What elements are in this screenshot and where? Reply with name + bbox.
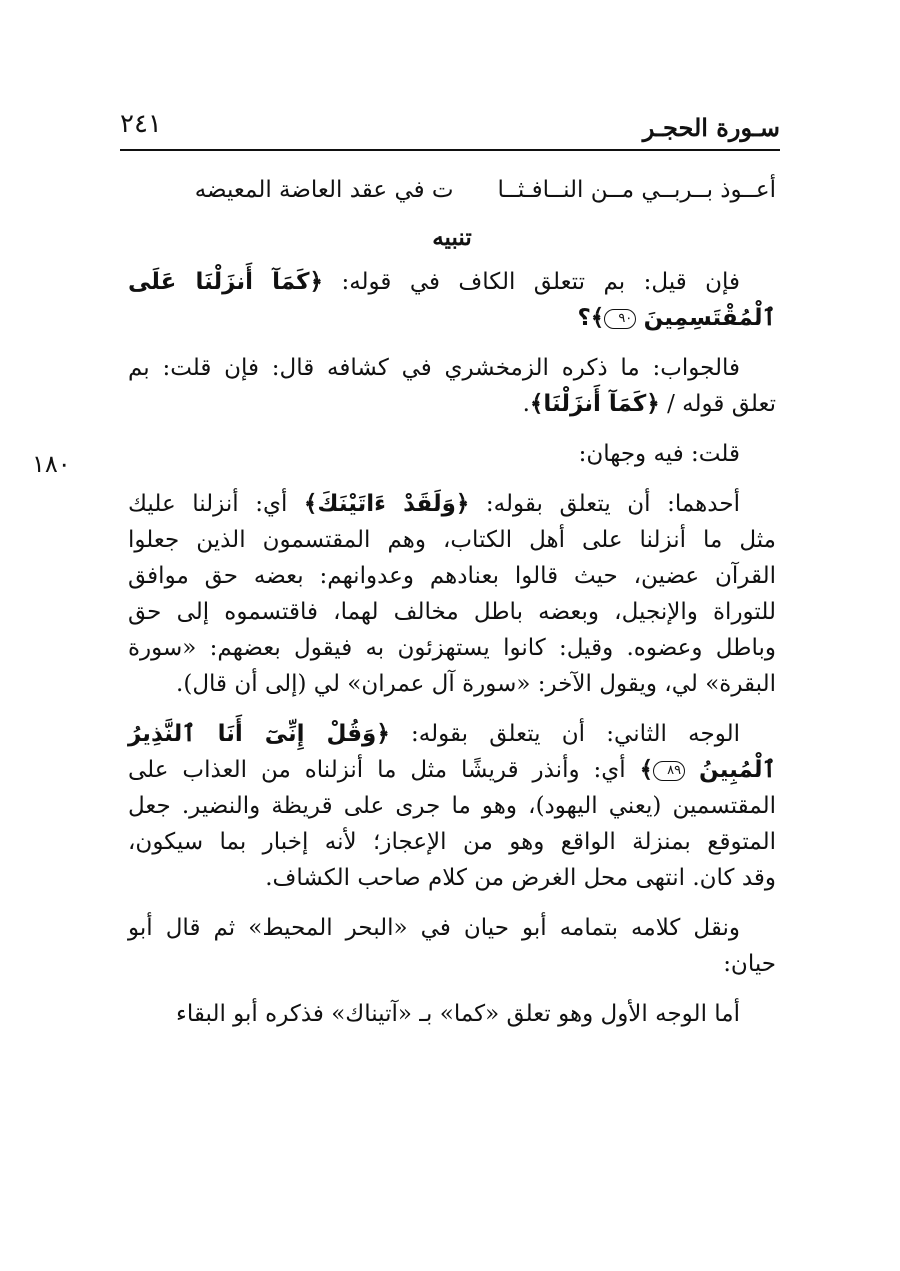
text-segment: وباطل وعضوه. وقيل: كانوا يستهزئون به فيقول بعضهم: «سورة bbox=[128, 635, 776, 661]
text-line bbox=[128, 824, 776, 860]
text-line bbox=[128, 946, 776, 982]
text-segment: للتوراة والإنجيل، وبعضه باطل مخالف لهما، فاقتسموه إلى حق bbox=[128, 599, 776, 625]
text-segment: تعلق قوله / bbox=[659, 391, 776, 417]
text-line bbox=[128, 716, 776, 752]
text-segment: أي: أنزلنا عليك bbox=[128, 491, 304, 517]
paragraph bbox=[128, 264, 776, 336]
quran-quote: ﴾؟ bbox=[577, 305, 605, 331]
text-segment: حيان: bbox=[723, 951, 776, 977]
text-line bbox=[128, 386, 776, 422]
header-rule bbox=[120, 149, 780, 151]
text-line bbox=[128, 486, 776, 522]
text-segment: البقرة» لي، ويقول الآخر: «سورة آل عمران» لي (إلى أن قال). bbox=[176, 671, 776, 697]
paragraph bbox=[128, 350, 776, 422]
text-segment: . bbox=[522, 391, 530, 417]
text-line bbox=[128, 910, 776, 946]
text-segment: فإن قيل: بم تتعلق الكاف في قوله: bbox=[323, 269, 740, 295]
text-segment: القرآن عضين، حيث قالوا بعنادهم وعدوانهم: بعضه حق موافق bbox=[128, 563, 776, 589]
text-segment: قلت: فيه وجهان: bbox=[578, 441, 740, 467]
text-line bbox=[128, 522, 776, 558]
text-segment: الوجه الثاني: أن يتعلق بقوله: bbox=[389, 721, 740, 747]
body-text bbox=[128, 170, 776, 1046]
text-line bbox=[128, 594, 776, 630]
text-line bbox=[128, 630, 776, 666]
poetry-verse: أعــوذ بــربــي مــن النــافـثــا ت في عقد العاضة المعيضه bbox=[194, 177, 776, 203]
text-segment: فالجواب: ما ذكره الزمخشري في كشافه قال: فإن قلت: بم bbox=[128, 355, 740, 381]
text-segment bbox=[685, 757, 699, 783]
text-segment: المتوقع بمنزلة الواقع وهو من الإعجاز؛ لأنه إخبار بما سيكون، bbox=[128, 829, 776, 855]
text-segment: المقتسمين (يعني اليهود)، وهو ما جرى على قريظة والنضير. جعل bbox=[128, 793, 776, 819]
text-segment: أي: وأنذر قريشًا مثل ما أنزلناه من العذاب على bbox=[128, 757, 640, 783]
paragraph bbox=[128, 910, 776, 982]
quran-quote: ﴿كَمَآ أَنزَلْنَا﴾ bbox=[529, 391, 660, 417]
text-segment bbox=[636, 305, 643, 331]
text-line bbox=[128, 264, 776, 300]
quran-quote: ﴿وَلَقَدْ ءَاتَيْنَكَ﴾ bbox=[303, 491, 470, 517]
text-segment: أحدهما: أن يتعلق بقوله: bbox=[469, 491, 740, 517]
page-number: ٢٤١ bbox=[120, 109, 162, 139]
margin-page-reference: ١٨٠ bbox=[32, 450, 71, 478]
text-segment: ونقل كلامه بتمامه أبو حيان في «البحر المحيط» ثم قال أبو bbox=[128, 915, 740, 941]
text-line bbox=[128, 666, 776, 702]
section-heading: تنبيه bbox=[432, 224, 472, 251]
quran-quote: ٱلْمُبِينُ bbox=[699, 757, 777, 783]
paragraph bbox=[128, 716, 776, 896]
text-segment: أما الوجه الأول وهو تعلق «كما» بـ «آتيناك» فذكره أبو البقاء bbox=[176, 1001, 740, 1027]
paragraph bbox=[128, 436, 776, 472]
text-line bbox=[128, 300, 776, 336]
paragraph bbox=[128, 486, 776, 702]
running-header bbox=[120, 105, 780, 149]
ayah-number-marker: ٩٠ bbox=[604, 309, 636, 329]
ayah-number-marker: ٨٩ bbox=[653, 761, 685, 781]
text-line bbox=[128, 558, 776, 594]
text-segment: مثل ما أنزلنا على أهل الكتاب، وهم المقتسمون الذين جعلوا bbox=[128, 527, 776, 553]
quran-quote: ﴿وَقُلْ إِنِّىٓ أَنَا ٱلنَّذِيرُ bbox=[128, 721, 390, 747]
quran-quote: ﴿كَمَآ أَنزَلْنَا عَلَى bbox=[128, 269, 324, 295]
quran-quote: ﴾ bbox=[639, 757, 654, 783]
text-line bbox=[128, 436, 776, 472]
paragraphs bbox=[128, 264, 776, 1032]
text-line bbox=[128, 350, 776, 386]
quran-quote: ٱلْمُقْتَسِمِينَ bbox=[643, 305, 776, 331]
text-line bbox=[128, 996, 776, 1032]
paragraph bbox=[128, 996, 776, 1032]
text-line bbox=[128, 752, 776, 788]
text-line bbox=[128, 860, 776, 896]
text-line bbox=[128, 788, 776, 824]
surah-title: سـورة الحجـر bbox=[642, 113, 780, 142]
text-segment: وقد كان. انتهى محل الغرض من كلام صاحب الكشاف. bbox=[265, 865, 776, 891]
